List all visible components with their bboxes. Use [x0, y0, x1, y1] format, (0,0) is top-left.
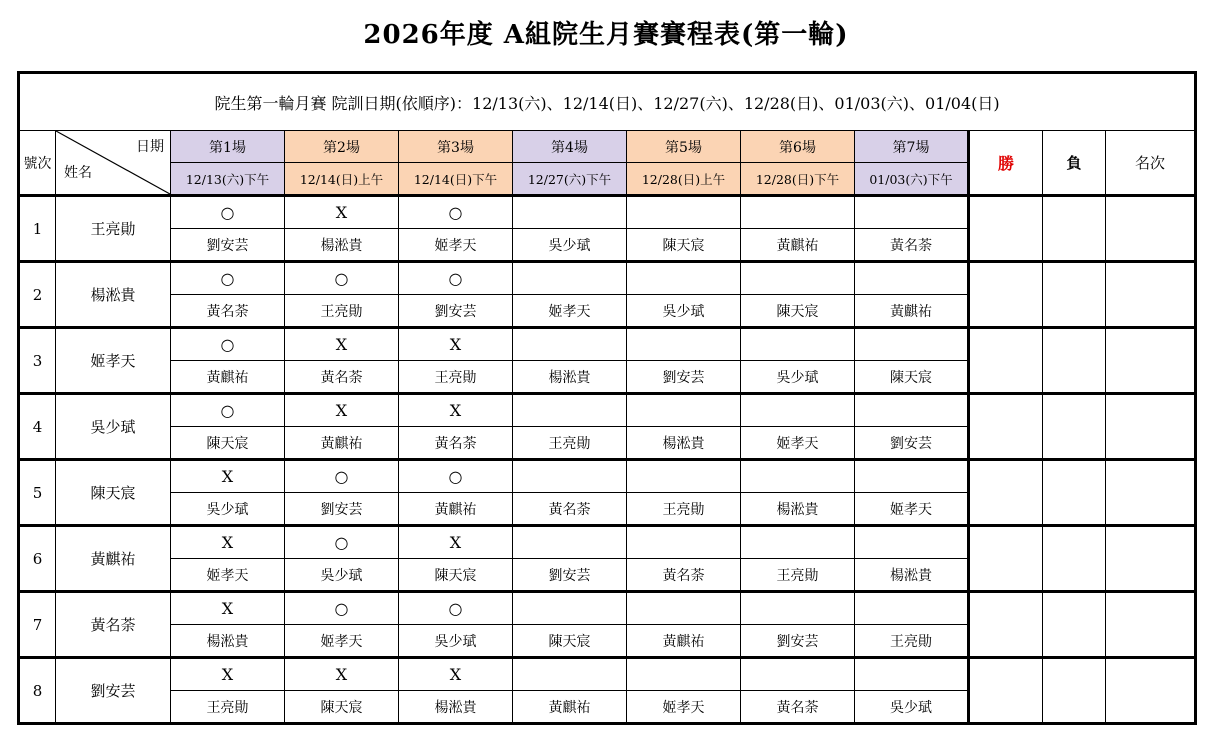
opponent-cell: 劉安芸	[513, 559, 627, 592]
player-number: 3	[19, 328, 56, 394]
opponent-cell: 吳少珷	[399, 625, 513, 658]
opponent-cell: 王亮勛	[513, 427, 627, 460]
result-cell: ○	[399, 262, 513, 295]
opponent-cell: 黃名荼	[399, 427, 513, 460]
opponent-cell: 黃名荼	[285, 361, 399, 394]
player-name: 陳天宸	[56, 460, 171, 526]
result-cell	[855, 658, 969, 691]
opponent-cell: 陳天宸	[171, 427, 285, 460]
rank-header: 名次	[1106, 131, 1196, 196]
rank-cell	[1106, 460, 1196, 526]
result-cell: X	[399, 526, 513, 559]
result-cell	[627, 394, 741, 427]
player-name: 楊淞貴	[56, 262, 171, 328]
opponent-cell: 劉安芸	[741, 625, 855, 658]
opponent-cell: 姬孝天	[285, 625, 399, 658]
result-cell	[855, 592, 969, 625]
result-cell	[627, 460, 741, 493]
result-cell	[855, 394, 969, 427]
opponent-cell: 姬孝天	[741, 427, 855, 460]
opponent-cell: 劉安芸	[285, 493, 399, 526]
opponent-cell: 黃名荼	[627, 559, 741, 592]
result-cell: ○	[285, 592, 399, 625]
result-cell: ○	[171, 328, 285, 361]
player-name: 吳少珷	[56, 394, 171, 460]
opponent-cell: 吳少珷	[741, 361, 855, 394]
opponent-cell: 陳天宸	[285, 691, 399, 724]
round-label-1: 第1場	[171, 131, 285, 163]
player-row	[19, 526, 1196, 559]
result-cell	[627, 262, 741, 295]
rank-cell	[1106, 394, 1196, 460]
round-date-3: 12/14(日)下午	[399, 163, 513, 196]
player-row	[19, 262, 1196, 295]
opponent-cell: 劉安芸	[627, 361, 741, 394]
result-cell	[741, 658, 855, 691]
opponent-cell: 王亮勛	[399, 361, 513, 394]
opponent-cell: 黃名荼	[741, 691, 855, 724]
result-cell: X	[171, 526, 285, 559]
opponent-cell: 楊淞貴	[627, 427, 741, 460]
opponent-cell: 劉安芸	[399, 295, 513, 328]
result-cell: X	[171, 460, 285, 493]
loss-cell	[1043, 394, 1106, 460]
round-date-5: 12/28(日)上午	[627, 163, 741, 196]
round-label-3: 第3場	[399, 131, 513, 163]
player-number: 7	[19, 592, 56, 658]
result-cell	[513, 394, 627, 427]
result-cell: ○	[285, 460, 399, 493]
loss-cell	[1043, 526, 1106, 592]
result-cell: X	[285, 394, 399, 427]
rank-cell	[1106, 592, 1196, 658]
result-cell	[513, 196, 627, 229]
opponent-cell: 黃名荼	[171, 295, 285, 328]
player-row	[19, 460, 1196, 493]
round-date-6: 12/28(日)下午	[741, 163, 855, 196]
player-name: 姬孝天	[56, 328, 171, 394]
opponent-cell: 姬孝天	[627, 691, 741, 724]
schedule-table	[17, 71, 1197, 725]
opponent-cell: 王亮勛	[741, 559, 855, 592]
round-label-5: 第5場	[627, 131, 741, 163]
opponent-cell: 陳天宸	[399, 559, 513, 592]
opponent-cell: 楊淞貴	[855, 559, 969, 592]
result-cell: X	[399, 658, 513, 691]
player-number: 6	[19, 526, 56, 592]
opponent-cell: 吳少珷	[627, 295, 741, 328]
round-label-6: 第6場	[741, 131, 855, 163]
round-date-2: 12/14(日)上午	[285, 163, 399, 196]
player-number: 5	[19, 460, 56, 526]
diagonal-header	[56, 131, 171, 196]
result-cell	[741, 394, 855, 427]
seq-header: 號次	[19, 131, 56, 196]
result-cell: ○	[171, 394, 285, 427]
opponent-cell: 黃麒祐	[513, 691, 627, 724]
loss-cell	[1043, 262, 1106, 328]
opponent-cell: 楊淞貴	[741, 493, 855, 526]
result-cell	[627, 196, 741, 229]
opponent-cell: 吳少珷	[285, 559, 399, 592]
win-cell	[969, 196, 1043, 262]
player-row	[19, 196, 1196, 229]
win-cell	[969, 394, 1043, 460]
result-cell: X	[171, 658, 285, 691]
opponent-cell: 陳天宸	[513, 625, 627, 658]
player-number: 1	[19, 196, 56, 262]
round-label-7: 第7場	[855, 131, 969, 163]
opponent-cell: 姬孝天	[513, 295, 627, 328]
page-title: 2026年度 A組院生月賽賽程表(第一輪)	[363, 20, 849, 50]
opponent-cell: 黃麒祐	[855, 295, 969, 328]
opponent-cell: 吳少珷	[855, 691, 969, 724]
result-cell: ○	[399, 460, 513, 493]
opponent-cell: 黃麒祐	[171, 361, 285, 394]
opponent-cell: 王亮勛	[855, 625, 969, 658]
opponent-cell: 黃名荼	[855, 229, 969, 262]
opponent-cell: 吳少珷	[513, 229, 627, 262]
player-number: 4	[19, 394, 56, 460]
result-cell	[513, 328, 627, 361]
opponent-cell: 陳天宸	[741, 295, 855, 328]
result-cell	[627, 658, 741, 691]
win-cell	[969, 526, 1043, 592]
result-cell: ○	[399, 592, 513, 625]
win-cell	[969, 328, 1043, 394]
rank-cell	[1106, 658, 1196, 724]
result-cell	[741, 526, 855, 559]
round-label-4: 第4場	[513, 131, 627, 163]
player-row	[19, 592, 1196, 625]
opponent-cell: 王亮勛	[627, 493, 741, 526]
player-row	[19, 394, 1196, 427]
rank-cell	[1106, 262, 1196, 328]
opponent-cell: 陳天宸	[855, 361, 969, 394]
loss-cell	[1043, 328, 1106, 394]
result-cell	[855, 460, 969, 493]
result-cell: X	[171, 592, 285, 625]
rank-cell	[1106, 526, 1196, 592]
rank-cell	[1106, 196, 1196, 262]
result-cell	[513, 262, 627, 295]
result-cell: ○	[285, 262, 399, 295]
result-cell: ○	[171, 262, 285, 295]
loss-header: 負	[1043, 131, 1106, 196]
loss-cell	[1043, 592, 1106, 658]
opponent-cell: 王亮勛	[285, 295, 399, 328]
result-cell	[741, 592, 855, 625]
result-cell	[513, 658, 627, 691]
player-name: 黃麒祐	[56, 526, 171, 592]
opponent-cell: 黃麒祐	[285, 427, 399, 460]
rank-cell	[1106, 328, 1196, 394]
player-name: 劉安芸	[56, 658, 171, 724]
win-header: 勝	[969, 131, 1043, 196]
result-cell: ○	[171, 196, 285, 229]
opponent-cell: 黃麒祐	[627, 625, 741, 658]
loss-cell	[1043, 196, 1106, 262]
opponent-cell: 姬孝天	[855, 493, 969, 526]
win-cell	[969, 262, 1043, 328]
result-cell: X	[285, 658, 399, 691]
round-date-7: 01/03(六)下午	[855, 163, 969, 196]
opponent-cell: 楊淞貴	[285, 229, 399, 262]
round-date-1: 12/13(六)下午	[171, 163, 285, 196]
result-cell	[741, 460, 855, 493]
result-cell	[855, 526, 969, 559]
result-cell	[741, 328, 855, 361]
player-row	[19, 658, 1196, 691]
result-cell: X	[399, 328, 513, 361]
info-banner: 院生第一輪月賽 院訓日期(依順序)：12/13(六)、12/14(日)、12/27(六)、12/28(日)、01/03(六)、01/04(日)	[19, 73, 1196, 131]
result-cell	[513, 592, 627, 625]
result-cell	[627, 526, 741, 559]
opponent-cell: 吳少珷	[171, 493, 285, 526]
name-label: 姓名	[64, 165, 92, 181]
opponent-cell: 黃麒祐	[399, 493, 513, 526]
win-cell	[969, 460, 1043, 526]
result-cell	[513, 460, 627, 493]
opponent-cell: 黃麒祐	[741, 229, 855, 262]
opponent-cell: 姬孝天	[399, 229, 513, 262]
player-row	[19, 328, 1196, 361]
result-cell	[741, 262, 855, 295]
loss-cell	[1043, 460, 1106, 526]
player-name: 黃名荼	[56, 592, 171, 658]
win-cell	[969, 658, 1043, 724]
round-label-2: 第2場	[285, 131, 399, 163]
opponent-cell: 劉安芸	[171, 229, 285, 262]
result-cell: ○	[285, 526, 399, 559]
opponent-cell: 劉安芸	[855, 427, 969, 460]
player-name: 王亮勛	[56, 196, 171, 262]
result-cell: X	[399, 394, 513, 427]
result-cell	[855, 328, 969, 361]
result-cell: X	[285, 196, 399, 229]
result-cell	[855, 196, 969, 229]
player-number: 2	[19, 262, 56, 328]
opponent-cell: 陳天宸	[627, 229, 741, 262]
result-cell: ○	[399, 196, 513, 229]
opponent-cell: 楊淞貴	[171, 625, 285, 658]
opponent-cell: 姬孝天	[171, 559, 285, 592]
opponent-cell: 楊淞貴	[399, 691, 513, 724]
round-date-4: 12/27(六)下午	[513, 163, 627, 196]
player-number: 8	[19, 658, 56, 724]
result-cell	[855, 262, 969, 295]
opponent-cell: 王亮勛	[171, 691, 285, 724]
opponent-cell: 楊淞貴	[513, 361, 627, 394]
win-cell	[969, 592, 1043, 658]
result-cell	[627, 592, 741, 625]
date-label: 日期	[136, 139, 164, 155]
result-cell	[513, 526, 627, 559]
result-cell	[741, 196, 855, 229]
opponent-cell: 黃名荼	[513, 493, 627, 526]
result-cell: X	[285, 328, 399, 361]
loss-cell	[1043, 658, 1106, 724]
result-cell	[627, 328, 741, 361]
